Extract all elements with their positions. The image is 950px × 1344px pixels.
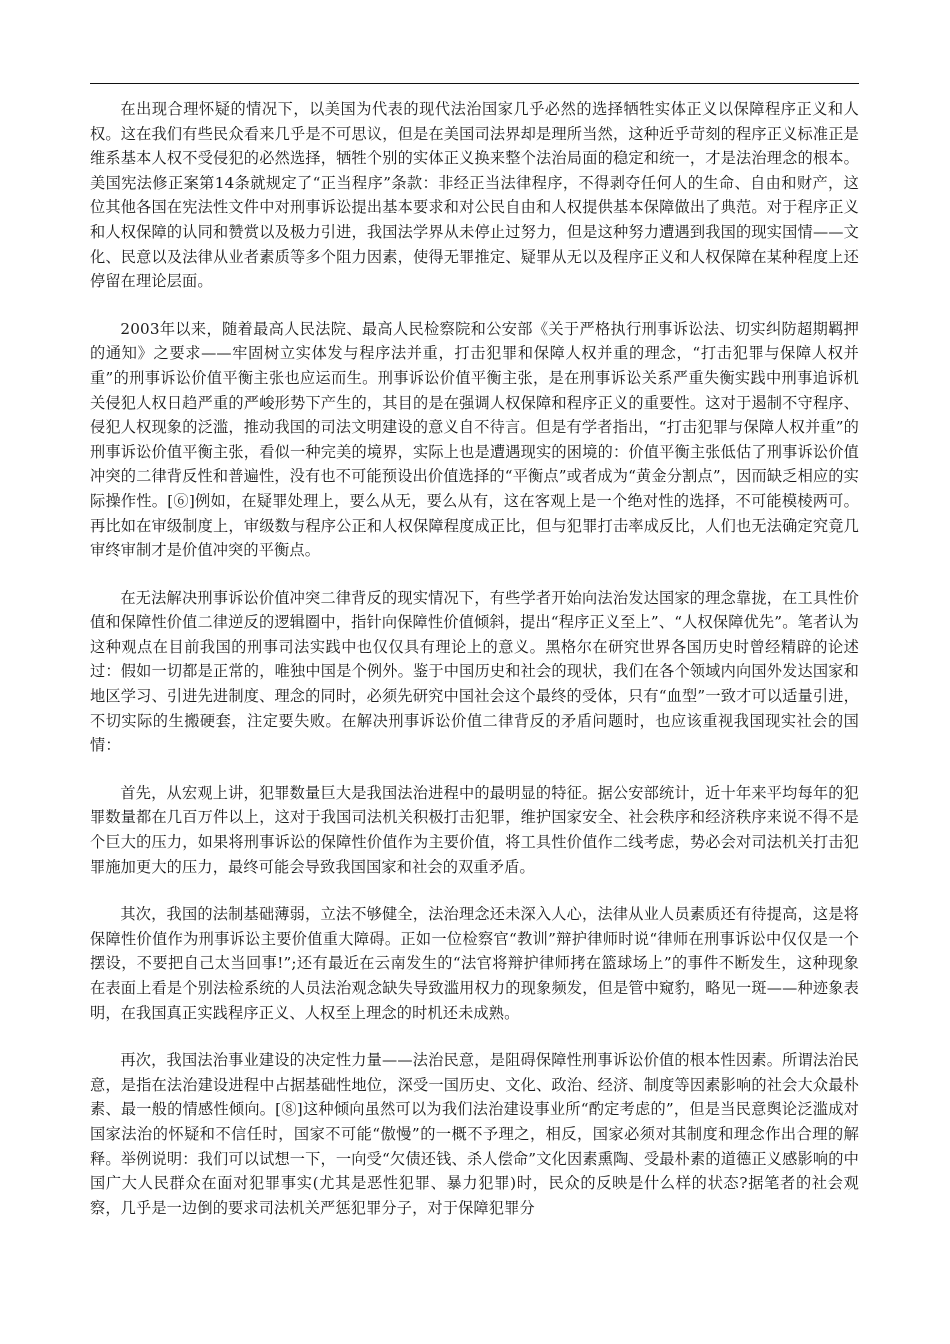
paragraph-1: 在出现合理怀疑的情况下，以美国为代表的现代法治国家几乎必然的选择牺牲实体正义以保障程序正义和人权。这在我们有些民众看来几乎是不可思议，但是在美国司法界却是理所当然，这种近乎苛刻的程序正义标准正是维系基本人权不受侵犯的必然选择，牺牲个别的实体正义换来整个法治局面的稳定和统一，才是法治理念的根本。美国宪法修正案第14条就规定了“正当程序”条款：非经正当法律程序，不得剥夺任何人的生命、自由和财产，这位其他各国在宪法性文件中对刑事诉讼提出基本要求和对公民自由和人权提供基本保障做出了典范。对于程序正义和人权保障的认同和赞赏以及极力引进，我国法学界从未停止过努力，但是这种努力遭遇到我国的现实国情——文化、民意以及法律从业者素质等多个阻力因素，使得无罪推定、疑罪从无以及程序正义和人权保障在某种程度上还停留在理论层面。 [90,100,859,291]
paragraph-5: 其次，我国的法制基础薄弱，立法不够健全，法治理念还未深入人心，法律从业人员素质还有待提高，这是将保障性价值作为刑事诉讼主要价值重大障碍。正如一位检察官“教训”辩护律师时说“律师在刑事诉讼中仅仅是一个摆设，不要把自己太当回事!”;还有最近在云南发生的“法官将辩护律师拷在篮球场上”的事件不断发生，这种现象在表面上看是个别法检系统的人员法治观念缺失导致滥用权力的现象频发，但是管中窥豹，略见一斑——种迹象表明，在我国真正实践程序正义、人权至上理念的时机还未成熟。 [90,905,859,1022]
paragraph-3: 在无法解决刑事诉讼价值冲突二律背反的现实情况下，有些学者开始向法治发达国家的理念靠拢，在工具性价值和保障性价值二律逆反的逻辑圈中，指针向保障性价值倾斜，提出“程序正义至上”、“人权保障优先”。笔者认为这种观点在目前我国的刑事司法实践中也仅仅具有理论上的意义。黑格尔在研究世界各国历史时曾经精辟的论述过：假如一切都是正常的，唯独中国是个例外。鉴于中国历史和社会的现状，我们在各个领域内向国外发达国家和地区学习、引进先进制度、理念的同时，必须先研究中国社会这个最终的受体，只有“血型”一致才可以适量引进，不切实际的生搬硬套，注定要失败。在解决刑事诉讼价值二律背反的矛盾问题时，也应该重视我国现实社会的国情： [90,588,859,755]
header-rule [90,83,859,84]
body-text [90,97,859,1243]
paragraph-2: 2003年以来，随着最高人民法院、最高人民检察院和公安部《关于严格执行刑事诉讼法、切实纠防超期羁押的通知》之要求——牢固树立实体发与程序法并重，打击犯罪和保障人权并重的理念，“打击犯罪与保障人权并重”的刑事诉讼价值平衡主张也应运而生。刑事诉讼价值平衡主张，是在刑事诉讼关系严重失衡实践中刑事追诉机关侵犯人权日趋严重的严峻形势下产生的，其目的是在强调人权保障和程序正义的重要性。这对于遏制不守程序、侵犯人权现象的泛滥，推动我国的司法文明建设的意义自不待言。但是有学者指出，“打击犯罪与保障人权并重”的刑事诉讼价值平衡主张，看似一种完美的境界，实际上也是遭遇现实的困境的：价值平衡主张低估了刑事诉讼价值冲突的二律背反性和普遍性，没有也不可能预设出价值选择的“平衡点”或者成为“黄金分割点”，因而缺乏相应的实际操作性。[⑥]例如，在疑罪处理上，要么从无，要么从有，这在客观上是一个绝对性的选择，不可能模棱两可。再比如在审级制度上，审级数与程序公正和人权保障程度成正比，但与犯罪打击率成反比，人们也无法确定究竟几审终审制才是价值冲突的平衡点。 [90,319,859,560]
paragraph-4: 首先，从宏观上讲，犯罪数量巨大是我国法治进程中的最明显的特征。据公安部统计，近十年来平均每年的犯罪数量都在几百万件以上，这对于我国司法机关积极打击犯罪，维护国家安全、社会秩序和经济秩序来说不得不是个巨大的压力，如果将刑事诉讼的保障性价值作为主要价值，将工具性价值作二线考虑，势必会对司法机关打击犯罪施加更大的压力，最终可能会导致我国国家和社会的双重矛盾。 [90,783,859,876]
paragraph-6: 再次，我国法治事业建设的决定性力量——法治民意，是阻碍保障性刑事诉讼价值的根本性因素。所谓法治民意，是指在法治建设进程中占据基础性地位，深受一国历史、文化、政治、经济、制度等因素影响的社会大众最朴素、最一般的情感性倾向。[⑧]这种倾向虽然可以为我们法治建设事业所“酌定考虑的”，但是当民意舆论泛滥成对国家法治的怀疑和不信任时，国家不可能“傲慢”的一概不予理之，相反，国家必须对其制度和理念作出合理的解释。举例说明：我们可以试想一下，一向受“欠债还钱、杀人偿命”文化因素熏陶、受最朴素的道德正义感影响的中国广大人民群众在面对犯罪事实(尤其是恶性犯罪、暴力犯罪)时，民众的反映是什么样的状态?据笔者的社会观察，几乎是一边倒的要求司法机关严惩犯罪分子，对于保障犯罪分 [90,1051,859,1217]
